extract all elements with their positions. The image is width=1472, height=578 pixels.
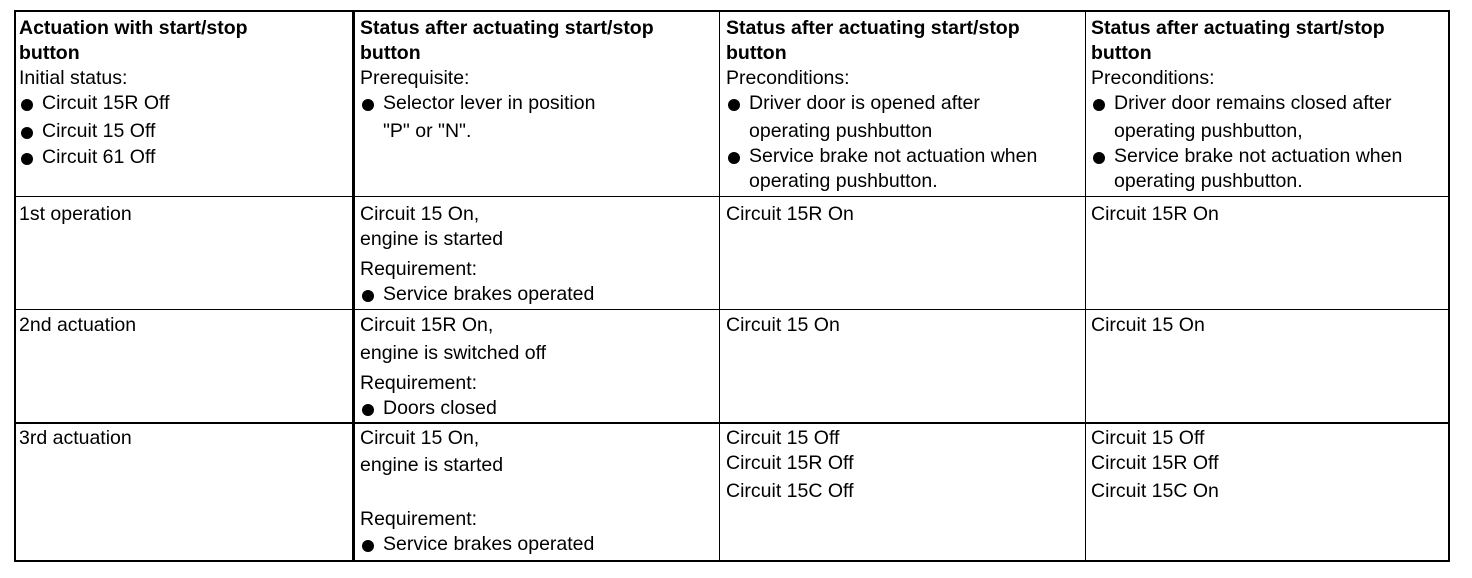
table-border-left	[14, 10, 16, 562]
list-item: Selector lever in position	[360, 91, 654, 116]
header-title: Status after actuating start/stop	[1091, 17, 1385, 39]
list-item-continuation: operating pushbutton.	[749, 170, 938, 192]
row1-status-door-opened: Circuit 15R On	[726, 203, 854, 225]
row1-status-selector: Circuit 15 On, engine is started Requirement: Service brakes operated	[360, 203, 595, 305]
bullet-icon	[362, 404, 374, 416]
header-cell-status-door-closed	[1091, 16, 1402, 194]
row2-actuation: 2nd actuation	[19, 314, 137, 336]
bullet-icon	[362, 99, 374, 111]
list-item: Service brake not actuation when	[726, 144, 1037, 169]
table-border-right	[1448, 10, 1450, 562]
row2-status-selector: Circuit 15R On, engine is switched off Requirement: Doors closed	[360, 314, 547, 419]
header-title: button	[19, 42, 80, 64]
initial-status-label: Initial status:	[19, 67, 128, 89]
bullet-icon	[21, 153, 33, 165]
bullet-icon	[362, 290, 374, 302]
header-title: Status after actuating start/stop	[726, 17, 1020, 39]
column-divider-3	[1085, 10, 1086, 562]
list-item-continuation: operating pushbutton,	[1114, 120, 1303, 142]
requirement-label: Requirement:	[360, 508, 478, 530]
requirement-label: Requirement:	[360, 372, 478, 394]
header-title: button	[360, 42, 421, 64]
list-item: Service brakes operated	[360, 532, 594, 557]
bullet-icon	[728, 99, 740, 111]
list-item: Driver door is opened after	[726, 91, 1037, 116]
list-item-continuation: "P" or "N".	[383, 120, 472, 142]
header-cell-actuation	[19, 16, 248, 170]
row2-status-door-closed: Circuit 15 On	[1091, 314, 1205, 336]
bullet-icon	[728, 152, 740, 164]
preconditions-label: Preconditions:	[726, 67, 850, 89]
bullet-icon	[1093, 152, 1105, 164]
list-item: Circuit 15 Off	[19, 116, 248, 145]
row-divider-3	[14, 422, 1450, 424]
header-cell-status-selector	[360, 16, 654, 144]
row1-status-door-closed: Circuit 15R On	[1091, 203, 1219, 225]
list-item-continuation: operating pushbutton.	[1114, 170, 1303, 192]
list-item: Service brake not actuation when	[1091, 144, 1402, 169]
row3-actuation: 3rd actuation	[19, 427, 132, 449]
prerequisite-label: Prerequisite:	[360, 67, 470, 89]
list-item: Driver door remains closed after	[1091, 91, 1402, 116]
row1-actuation: 1st operation	[19, 203, 132, 225]
column-divider-2	[719, 10, 720, 562]
row3-status-selector: Circuit 15 On, engine is started Requirement: Service brakes operated	[360, 427, 595, 555]
table-border-top	[14, 10, 1450, 12]
row3-status-door-closed: Circuit 15 Off Circuit 15R Off Circuit 15C On	[1091, 427, 1219, 502]
row-divider-2	[14, 309, 1450, 310]
table-border-bottom	[14, 560, 1450, 562]
preconditions-label: Preconditions:	[1091, 67, 1215, 89]
actuation-status-table	[14, 10, 1450, 562]
header-title: Actuation with start/stop	[19, 17, 248, 39]
header-title: Status after actuating start/stop	[360, 17, 654, 39]
row3-status-door-opened: Circuit 15 Off Circuit 15R Off Circuit 15C Off	[726, 427, 854, 502]
list-item: Doors closed	[360, 396, 546, 421]
header-title: button	[1091, 42, 1152, 64]
column-divider-1	[352, 10, 355, 562]
row2-status-door-opened: Circuit 15 On	[726, 314, 840, 336]
list-item: Circuit 15R Off	[19, 91, 248, 116]
bullet-icon	[1093, 99, 1105, 111]
bullet-icon	[21, 127, 33, 139]
list-item: Circuit 61 Off	[19, 145, 248, 170]
row-divider-1	[14, 196, 1450, 197]
bullet-icon	[21, 99, 33, 111]
bullet-icon	[362, 540, 374, 552]
list-item-continuation: operating pushbutton	[749, 120, 933, 142]
requirement-label: Requirement:	[360, 258, 478, 280]
header-title: button	[726, 42, 787, 64]
header-cell-status-door-opened	[726, 16, 1037, 194]
list-item: Service brakes operated	[360, 282, 594, 307]
